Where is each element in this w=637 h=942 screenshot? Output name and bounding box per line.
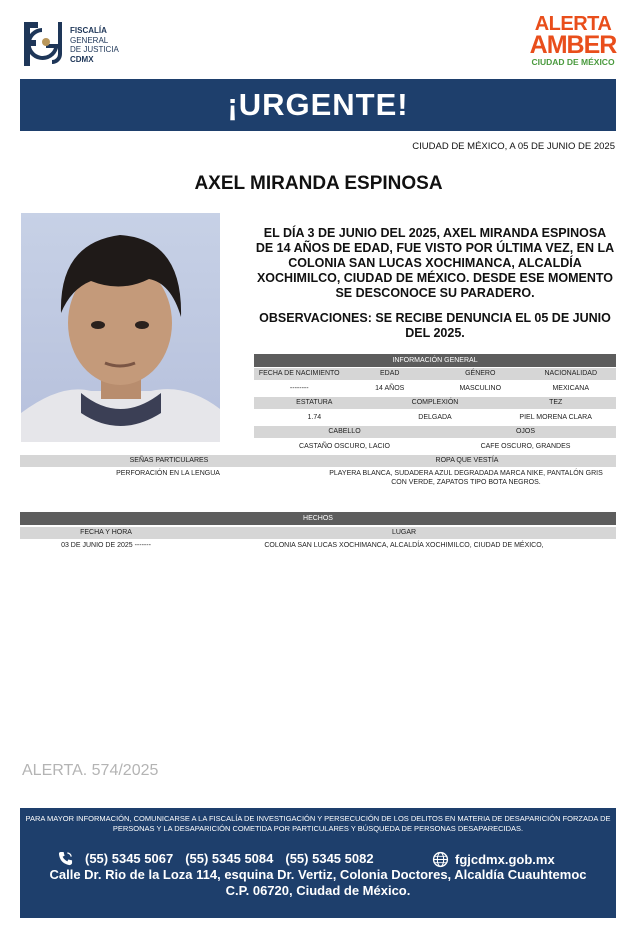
observations-text: OBSERVACIONES: SE RECIBE DENUNCIA EL 05 DE JUNIO DEL 2025. [259, 311, 611, 340]
description-text: EL DÍA 3 DE JUNIO DEL 2025, AXEL MIRANDA ESPINOSA DE 14 AÑOS DE EDAD, FUE VISTO POR ÚLTIMA VEZ, EN LA COLONIA SAN LUCAS XOCHIMANCA, ALCALDÍA XOCHIMILCO, CIUDAD DE MÉXICO. DESDE ESE MOMENTO SE DESCONOCE SU PARADERO. [255, 226, 615, 300]
value-complexion: PIEL MORENA CLARA [519, 414, 592, 421]
amber-alert-logo [527, 14, 619, 76]
header-distinguishing-marks: SEÑAS PARTICULARES [129, 457, 209, 464]
info-table-title: INFORMACIÓN GENERAL [254, 354, 616, 367]
phone-icon [58, 851, 73, 866]
value-distinguishing-marks: PERFORACIÓN EN LA LENGUA [116, 470, 220, 477]
phone-number-2[interactable]: (55) 5345 5084 [185, 851, 274, 866]
header-eyes: OJOS [515, 428, 536, 435]
org-line-1: FISCALÍA [70, 26, 107, 35]
value-age: 14 AÑOS [375, 385, 405, 392]
amber-line-3: CIUDAD DE MÉXICO [531, 57, 615, 67]
header-build: COMPLEXIÓN [411, 399, 459, 406]
amber-line-2: AMBER [529, 31, 617, 59]
value-build: DELGADA [418, 414, 452, 421]
hechos-headers [20, 527, 616, 539]
footer-info: PARA MAYOR INFORMACIÓN, COMUNICARSE A LA FISCALÍA DE INVESTIGACIÓN Y PERSECUCIÓN DE LOS DELITOS EN MATERIA DE DESAPARICIÓN FORZADA DE PERSONAS Y LA DESAPARICIÓN COMETIDA POR PARTICULARES Y BÚSQUEDA DE PERSONAS DESAPARECIDAS. [25, 814, 611, 833]
address-line-1: Calle Dr. Rio de la Loza 114, esquina Dr. Vertiz, Colonia Doctores, Alcaldía Cuauhtemoc [49, 867, 587, 882]
header-date-time: FECHA Y HORA [80, 529, 132, 536]
info-row1-values [254, 383, 616, 395]
website-link[interactable]: fgjcdmx.gob.mx [455, 852, 555, 867]
alert-number: ALERTA. 574/2025 [22, 762, 159, 779]
header-nationality: NACIONALIDAD [544, 370, 597, 377]
value-hair: CASTAÑO OSCURO, LACIO [299, 443, 390, 450]
value-height: 1.74 [307, 414, 322, 421]
header-height: ESTATURA [296, 399, 333, 406]
org-line-4: CDMX [70, 54, 94, 64]
value-gender: MASCULINO [459, 385, 502, 392]
value-place: COLONIA SAN LUCAS XOCHIMANCA, ALCALDÍA XOCHIMILCO, CIUDAD DE MÉXICO, [264, 542, 544, 549]
info-row1-headers [254, 368, 616, 380]
missing-person-photo [21, 213, 220, 442]
fgj-logo-text [70, 26, 119, 64]
phone-number-3[interactable]: (55) 5345 5082 [285, 851, 374, 866]
address-line-2: C.P. 06720, Ciudad de México. [225, 883, 411, 898]
footer [20, 808, 616, 918]
features-headers [20, 455, 616, 467]
value-clothing: PLAYERA BLANCA, SUDADERA AZUL DEGRADADA MARCA NIKE, PANTALÓN GRIS CON VERDE, ZAPATOS TIPO BOTA NEGROS. [329, 470, 603, 486]
hechos-title: HECHOS [20, 512, 616, 525]
header-complexion: TEZ [549, 399, 563, 406]
portrait-illustration [21, 213, 220, 442]
globe-icon [432, 851, 449, 868]
phone-number-1[interactable]: (55) 5345 5067 [85, 851, 174, 866]
header-hair: CABELLO [328, 428, 361, 435]
info-row3-values [254, 441, 616, 453]
org-line-2: GENERAL [70, 35, 109, 45]
person-name: AXEL MIRANDA ESPINOSA [194, 173, 443, 194]
value-birthdate: -------- [289, 385, 309, 392]
header-birthdate: FECHA DE NACIMIENTO [258, 370, 340, 377]
info-row2-headers [254, 397, 616, 409]
footer-phones [58, 851, 374, 866]
amber-line-1: ALERTA [534, 13, 612, 35]
header-clothing: ROPA QUE VESTÍA [435, 457, 499, 464]
info-row2-values [254, 412, 616, 424]
header-age: EDAD [380, 370, 400, 377]
header-place: LUGAR [391, 529, 417, 536]
urgent-banner: ¡URGENTE! [20, 79, 616, 131]
value-date-time: 03 DE JUNIO DE 2025 ------- [61, 542, 151, 549]
value-nationality: MEXICANA [552, 385, 590, 392]
org-line-3: DE JUSTICIA [70, 45, 119, 54]
value-eyes: CAFE OSCURO, GRANDES [480, 443, 571, 450]
fgj-logo-icon [20, 18, 66, 70]
footer-website[interactable] [432, 851, 555, 868]
footer-address [20, 867, 616, 899]
header-gender: GÉNERO [465, 370, 496, 377]
date-line: CIUDAD DE MÉXICO, A 05 DE JUNIO DE 2025 [412, 141, 615, 152]
fgj-logo [20, 18, 130, 72]
info-row3-headers [254, 426, 616, 438]
